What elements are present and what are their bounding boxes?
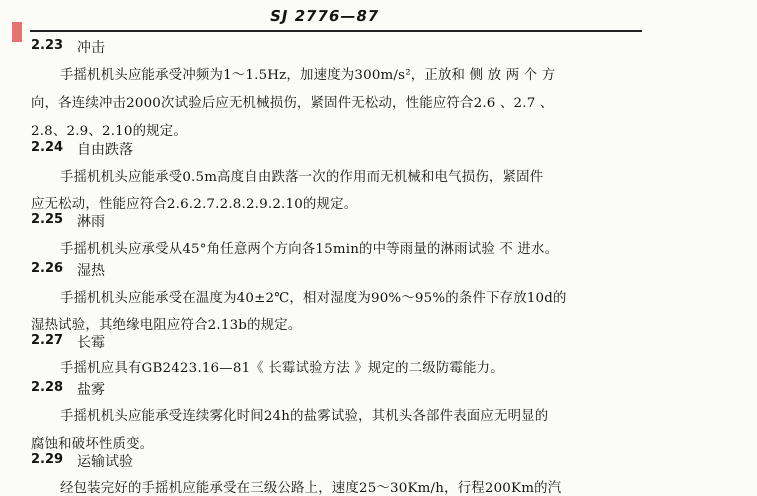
section-body-line: 手摇机机头应能承受冲频为1～1.5Hz，加速度为300m/s²，正放和 侧 放 两 个 方 (60, 68, 556, 83)
section-title: 冲击 (77, 40, 105, 56)
section-body-line: 湿热试验，其绝缘电阻应符合2.13b的规定。 (31, 318, 302, 333)
section-title: 运输试验 (77, 454, 133, 470)
header-rule (30, 30, 642, 32)
section-body-line: 2.8、2.9、2.10的规定。 (31, 124, 187, 139)
section-number: 2.27 (31, 333, 64, 348)
section-body-line: 应无松动，性能应符合2.6.2.7.2.8.2.9.2.10的规定。 (31, 197, 358, 212)
section-number: 2.29 (31, 452, 64, 467)
section-body-line: 向，各连续冲击2000次试验后应无机械损伤，紧固件无松动，性能应符合2.6 、2.7 、 (31, 96, 554, 111)
section-number: 2.28 (31, 380, 64, 395)
section-number: 2.23 (31, 38, 64, 53)
page-edge-marker (12, 22, 22, 42)
section-number: 2.24 (31, 140, 64, 155)
section-body-line: 经包装完好的手摇机应能承受在三级公路上，速度25～30Km/h，行程200Km的汽 (60, 481, 562, 496)
section-title: 盐雾 (77, 382, 105, 398)
standard-code: SJ 2776—87 (268, 7, 381, 25)
section-body-line: 手摇机机头应承受从45°角任意两个方向各15min的中等雨量的淋雨试验 不 进水。 (60, 242, 559, 257)
section-title: 淋雨 (77, 214, 105, 230)
section-number: 2.25 (31, 212, 64, 227)
section-body-line: 手摇机机头应能承受在温度为40±2℃，相对湿度为90%～95%的条件下存放10d的 (60, 291, 567, 306)
section-body-line: 手摇机机头应能承受连续雾化时间24h的盐雾试验，其机头各部件表面应无明显的 (60, 409, 549, 424)
page-header (230, 6, 670, 28)
section-title: 自由跌落 (77, 142, 133, 158)
section-body-line: 腐蚀和破坏性质变。 (31, 437, 154, 452)
section-title: 长霉 (77, 335, 105, 351)
section-body-line: 手摇机机头应能承受0.5m高度自由跌落一次的作用而无机械和电气损伤，紧固件 (60, 170, 544, 185)
section-number: 2.26 (31, 261, 64, 276)
section-title: 湿热 (77, 263, 105, 279)
section-body-line: 手摇机应具有GB2423.16—81《 长霉试验方法 》规定的二级防霉能力。 (60, 361, 504, 376)
